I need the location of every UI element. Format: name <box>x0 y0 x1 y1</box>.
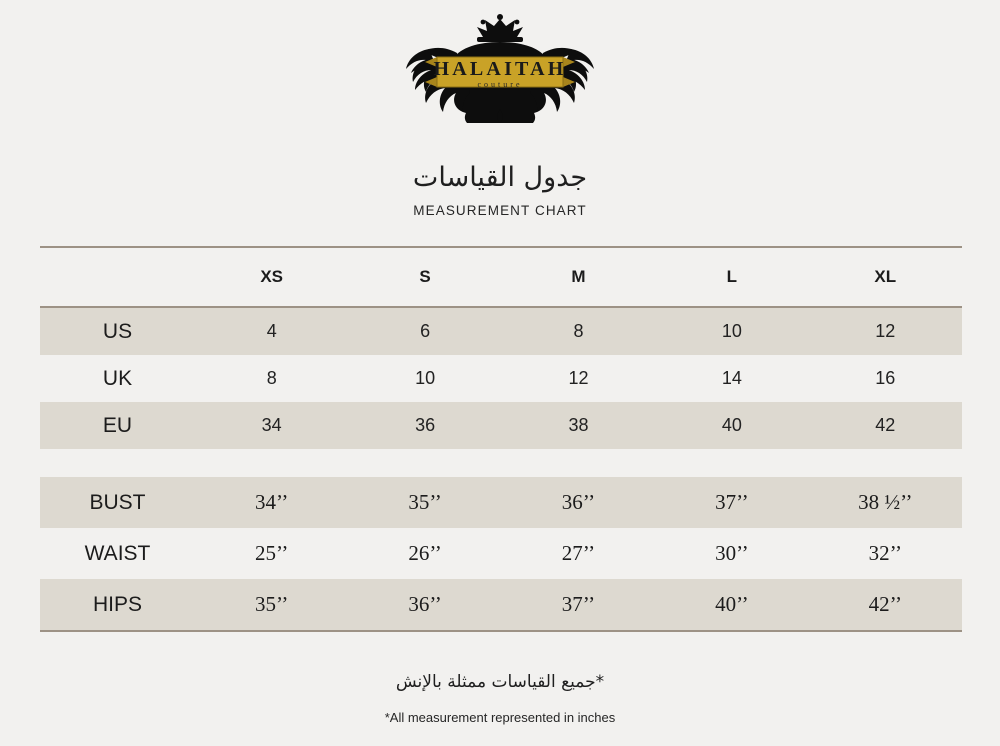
brand-logo <box>0 10 1000 125</box>
cell-eu-s: 36 <box>348 402 501 449</box>
table-row <box>40 528 962 579</box>
cell-us-s: 6 <box>348 307 501 355</box>
table-row <box>40 402 962 449</box>
measurement-table <box>40 246 962 632</box>
cell-uk-l: 14 <box>655 355 808 402</box>
cell-uk-s: 10 <box>348 355 501 402</box>
brand-tagline: couture <box>477 79 523 89</box>
crown-ornament-logo-icon <box>365 13 635 123</box>
row-label-hips: HIPS <box>40 579 195 631</box>
header-cell-s: S <box>348 247 501 307</box>
header-cell-blank <box>40 247 195 307</box>
row-label-waist: WAIST <box>40 528 195 579</box>
table-row <box>40 307 962 355</box>
header-cell-xs: XS <box>195 247 348 307</box>
table-section-gap <box>40 449 962 477</box>
cell-us-xs: 4 <box>195 307 348 355</box>
table-header-row <box>40 247 962 307</box>
cell-bust-m: 36’’ <box>502 477 655 528</box>
page-title-arabic: جدول القياسات <box>412 162 588 193</box>
cell-hips-m: 37’’ <box>502 579 655 631</box>
cell-us-l: 10 <box>655 307 808 355</box>
table-row <box>40 355 962 402</box>
cell-uk-m: 12 <box>502 355 655 402</box>
cell-waist-l: 30’’ <box>655 528 808 579</box>
cell-hips-xl: 42’’ <box>809 579 962 631</box>
footnote-english: *All measurement represented in inches <box>384 710 616 725</box>
cell-bust-l: 37’’ <box>655 477 808 528</box>
cell-bust-xs: 34’’ <box>195 477 348 528</box>
size-chart <box>40 246 962 632</box>
cell-eu-xs: 34 <box>195 402 348 449</box>
cell-eu-m: 38 <box>502 402 655 449</box>
row-label-bust: BUST <box>40 477 195 528</box>
cell-bust-xl: 38 ½’’ <box>809 477 962 528</box>
cell-us-m: 8 <box>502 307 655 355</box>
footnote-arabic: *جميع القياسات ممثلة بالإنش <box>395 672 605 692</box>
cell-hips-s: 36’’ <box>348 579 501 631</box>
cell-uk-xs: 8 <box>195 355 348 402</box>
cell-us-xl: 12 <box>809 307 962 355</box>
row-label-uk: UK <box>40 355 195 402</box>
table-row <box>40 579 962 631</box>
cell-uk-xl: 16 <box>809 355 962 402</box>
brand-name: HALAITAH <box>433 57 567 80</box>
cell-eu-xl: 42 <box>809 402 962 449</box>
cell-waist-s: 26’’ <box>348 528 501 579</box>
cell-bust-s: 35’’ <box>348 477 501 528</box>
header-cell-m: M <box>502 247 655 307</box>
cell-waist-m: 27’’ <box>502 528 655 579</box>
header-cell-xl: XL <box>809 247 962 307</box>
page-title-english: MEASUREMENT CHART <box>413 203 587 218</box>
row-label-eu: EU <box>40 402 195 449</box>
cell-hips-l: 40’’ <box>655 579 808 631</box>
table-row <box>40 477 962 528</box>
row-label-us: US <box>40 307 195 355</box>
cell-waist-xl: 32’’ <box>809 528 962 579</box>
cell-hips-xs: 35’’ <box>195 579 348 631</box>
header-cell-l: L <box>655 247 808 307</box>
cell-waist-xs: 25’’ <box>195 528 348 579</box>
cell-eu-l: 40 <box>655 402 808 449</box>
